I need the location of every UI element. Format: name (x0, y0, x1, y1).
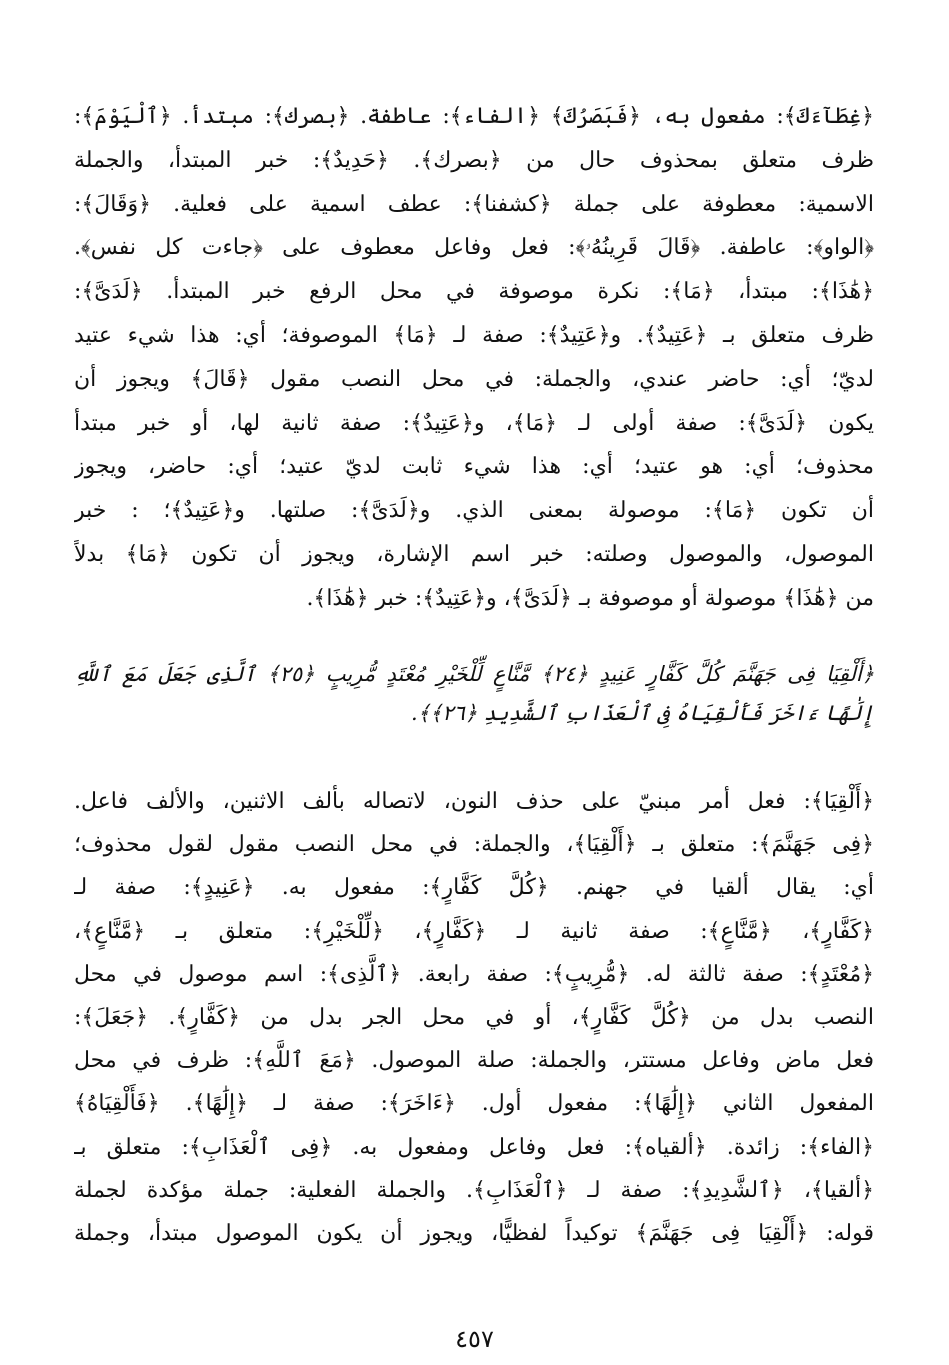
text-line: من ﴿هَٰذَا﴾ موصولة أو موصوفة بـ ﴿لَدَىَّ﴾، و﴿عَتِيدٌ﴾: خبر ﴿هَٰذَا﴾. (306, 585, 874, 611)
text-line: النصب بدل من ﴿كُلَّ كَفَّارٍ﴾، أو في محل الجر بدل من ﴿كَفَّارٍ﴾. ﴿جَعَلَ﴾: (74, 1005, 874, 1031)
text-line: لديّ؛ أي: حاضر عندي، والجملة: في محل النصب مقول ﴿قَالَ﴾ ويجوز أن (74, 366, 874, 392)
text-line: ﴿ألقيا﴾، ﴿ٱلشَّدِيدِ﴾: صفة لـ ﴿ٱلْعَذَابِ﴾. والجملة الفعلية: جملة مؤكدة لجملة (74, 1177, 874, 1203)
page-number: ٤٥٧ (455, 1325, 494, 1353)
text-line: ﴿أَلْقِيَا﴾: فعل أمر مبنيّ على حذف النون، لاتصاله بألف الاثنين، والألف فاعل. (74, 789, 874, 814)
text-line: ﴿فِى جَهَنَّمَ﴾: متعلق بـ ﴿أَلْقِيَا﴾، والجملة: في محل النصب مقول لقول محذوف؛ (74, 832, 874, 858)
paragraph-top (74, 95, 874, 621)
text-line: ﴿الواو﴾: عاطفة. ﴿قَالَ قَرِينُهُۥ﴾: فعل وفاعل معطوف على ﴿جاءت كل نفس﴾. (74, 235, 874, 261)
verse-line: ﴿أَلْقِيَا فِى جَهَنَّمَ كُلَّ كَفَّارٍ عَنِيدٍ ﴿٢٤﴾ مَّنَّاعٍ لِّلْخَيْرِ مُعْتَدٍ مُّرِيبٍ ﴿٢٥﴾ ٱلَّذِى جَعَلَ مَعَ ٱللَّهِ (74, 662, 874, 686)
text-line: فعل ماض وفاعل مستتر، والجملة: صلة الموصول. ﴿مَعَ ٱللَّهِ﴾: ظرف في محل (74, 1048, 874, 1074)
text-line: ﴿الفاء﴾: زائدة. ﴿ألقياه﴾: فعل وفاعل ومفعول به. ﴿فِى ٱلْعَذَابِ﴾: متعلق بـ (74, 1134, 874, 1160)
text-line: أن تكون ﴿مَا﴾: موصولة بمعنى الذي. و﴿لَدَىَّ﴾: صلتها. و﴿عَتِيدٌ﴾؛ : خبر (74, 498, 874, 524)
text-line: يكون ﴿لَدَىَّ﴾: صفة أولى لـ ﴿مَا﴾، و﴿عَتِيدٌ﴾: صفة ثانية لها، أو خبر مبتدأ (74, 410, 874, 436)
text-line: ﴿هَٰذَا﴾: مبتدأ، ﴿مَا﴾: نكرة موصوفة في محل الرفع خبر المبتدأ. ﴿لَدَىَّ﴾: (74, 279, 874, 305)
text-line: ﴿كَفَّارٍ﴾، ﴿مَّنَّاعٍ﴾: صفة ثانية لـ ﴿كَفَّارٍ﴾، ﴿لِّلْخَيْرِ﴾: متعلق بـ ﴿مَّنَّاعٍ﴾، (74, 918, 874, 944)
text-line: محذوف؛ أي: هو عتيد؛ أي: هذا شيء ثابت لديّ عتيد؛ أي: حاضر، ويجوز (74, 454, 874, 480)
verse-line: إِلَٰهًا ءَاخَرَ فَأَلْقِيَاهُ فِى ٱلْعَذَابِ ٱلشَّدِيدِ ﴿٢٦﴾﴾. (410, 701, 874, 725)
text-line: ﴿غِطَآءَكَ﴾: مفعول به، ﴿فَبَصَرُكَ﴾ ﴿الفاء﴾: عاطفة. ﴿بصرك﴾: مبتدأ. ﴿ٱلْيَوْمَ﴾: (74, 104, 874, 129)
text-line: الموصول، والموصول وصلته: خبر اسم الإشارة، ويجوز أن تكون ﴿مَا﴾ بدلاً (74, 541, 874, 567)
quran-verse-block (74, 655, 874, 733)
text-line: ﴿مُعْتَدٍ﴾: صفة ثالثة له. ﴿مُّرِيبٍ﴾: صفة رابعة. ﴿ٱلَّذِى﴾: اسم موصول في محل (74, 961, 874, 987)
text-line: ظرف متعلق بـ ﴿عَتِيدٌ﴾. و﴿عَتِيدٌ﴾: صفة لـ ﴿مَا﴾ الموصوفة؛ أي: هذا شيء عتيد (74, 322, 874, 348)
paragraph-bottom (74, 780, 874, 1255)
text-line: المفعول الثاني ﴿إِلَٰهًا﴾: مفعول أول. ﴿ءَاخَرَ﴾: صفة لـ ﴿إِلَٰهًا﴾. ﴿فَأَلْقِيَاهُ﴾ (74, 1091, 874, 1117)
text-line: أي: يقال ألقيا في جهنم. ﴿كُلَّ كَفَّارٍ﴾: مفعول به. ﴿عَنِيدٍ﴾: صفة لـ (74, 875, 874, 901)
text-line: قوله: ﴿أَلْقِيَا فِى جَهَنَّمَ﴾ توكيداً لفظيًّا، ويجوز أن يكون الموصول مبتدأ، وجملة (74, 1221, 874, 1247)
text-line: ظرف متعلق بمحذوف حال من ﴿بصرك﴾. ﴿حَدِيدٌ﴾: خبر المبتدأ، والجملة (74, 147, 874, 173)
text-line: الاسمية: معطوفة على جملة ﴿كشفنا﴾: عطف اسمية على فعلية. ﴿وَقَالَ﴾: (74, 191, 874, 217)
